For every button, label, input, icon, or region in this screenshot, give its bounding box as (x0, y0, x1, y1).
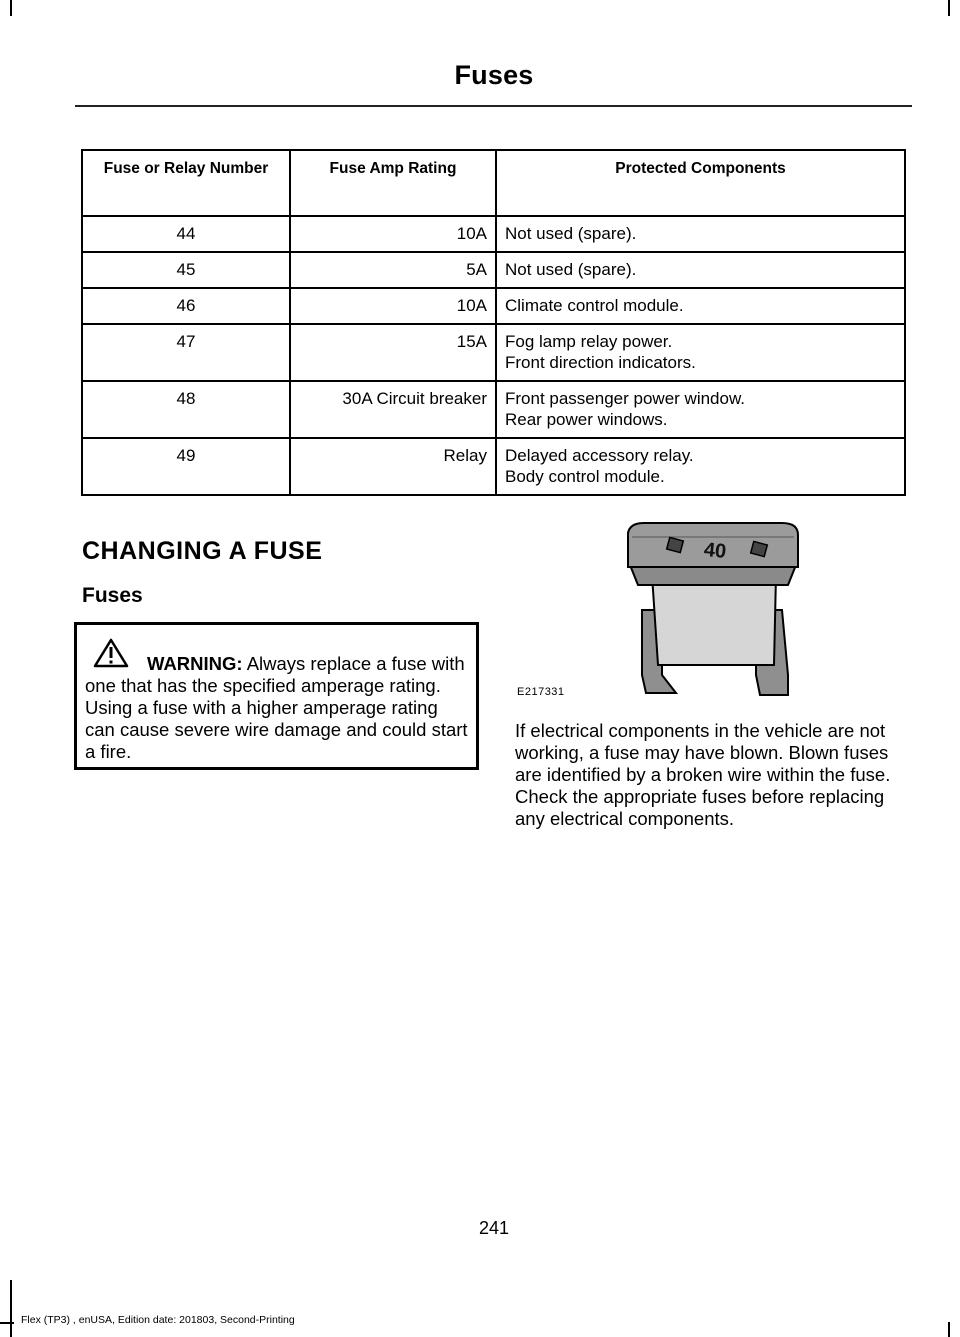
warning-text: Always replace a fuse with one that has the specified amperage rating. Using a fuse with a higher amperage rating can cause severe wire damage and could start a fire. (85, 653, 468, 762)
component-line: Rear power windows. (505, 410, 668, 429)
table-row (82, 438, 905, 495)
column-header-components: Protected Components (496, 150, 905, 216)
fuse-number: 46 (82, 288, 290, 324)
table-row (82, 252, 905, 288)
header-divider (75, 105, 912, 107)
fuse-number: 44 (82, 216, 290, 252)
fuse-components (496, 438, 905, 495)
footer-edition: Flex (TP3) , enUSA, Edition date: 201803, Second-Printing (21, 1314, 295, 1326)
sub-heading: Fuses (82, 584, 143, 607)
component-line: Front passenger power window. (505, 389, 746, 408)
fuse-rating: 10A (290, 288, 496, 324)
body-paragraph: If electrical components in the vehicle are not working, a fuse may have blown. Blown fuses are identified by a broken wire within the fuse. Check the appropriate fuses before replacing any electrical components. (515, 720, 891, 829)
fuse-rating: 5A (290, 252, 496, 288)
warning-triangle-icon (93, 638, 129, 668)
fuse-rating: 30A Circuit breaker (290, 381, 496, 438)
fuse-rating: Relay (290, 438, 496, 495)
table-row (82, 324, 905, 381)
component-line: Climate control module. (505, 296, 684, 315)
component-line: Not used (spare). (505, 260, 637, 279)
crop-mark-bottom-left (10, 1280, 12, 1337)
fuse-number: 48 (82, 381, 290, 438)
crop-mark-bottom-left-h (0, 1322, 14, 1324)
component-line: Not used (spare). (505, 224, 637, 243)
crop-mark-top-right (948, 0, 950, 16)
fuse-components (496, 381, 905, 438)
table-header-row (82, 150, 905, 216)
column-header-number: Fuse or Relay Number (82, 150, 290, 216)
fuse-components (496, 288, 905, 324)
crop-mark-top-left (10, 0, 12, 16)
fuse-table (81, 149, 906, 496)
crop-mark-bottom-right (948, 1322, 950, 1337)
component-line: Fog lamp relay power. (505, 332, 673, 351)
fuse-number: 45 (82, 252, 290, 288)
component-line: Front direction indicators. (505, 353, 696, 372)
warning-label: WARNING: (147, 653, 243, 674)
component-line: Body control module. (505, 467, 665, 486)
column-header-rating: Fuse Amp Rating (290, 150, 496, 216)
page-title: Fuses (454, 60, 534, 90)
fuse-rating: 15A (290, 324, 496, 381)
fuse-components (496, 324, 905, 381)
fuse-number: 47 (82, 324, 290, 381)
figure-code: E217331 (517, 686, 565, 698)
fuse-rating-label: 40 (702, 538, 728, 564)
page-number: 241 (478, 1218, 510, 1238)
fuse-rating: 10A (290, 216, 496, 252)
warning-box (74, 622, 479, 770)
fuse-components (496, 252, 905, 288)
table-row (82, 288, 905, 324)
fuse-components (496, 216, 905, 252)
fuse-number: 49 (82, 438, 290, 495)
section-heading: CHANGING A FUSE (82, 537, 323, 565)
table-row (82, 381, 905, 438)
table-row (82, 216, 905, 252)
fuse-illustration (516, 515, 826, 710)
component-line: Delayed accessory relay. (505, 446, 694, 465)
